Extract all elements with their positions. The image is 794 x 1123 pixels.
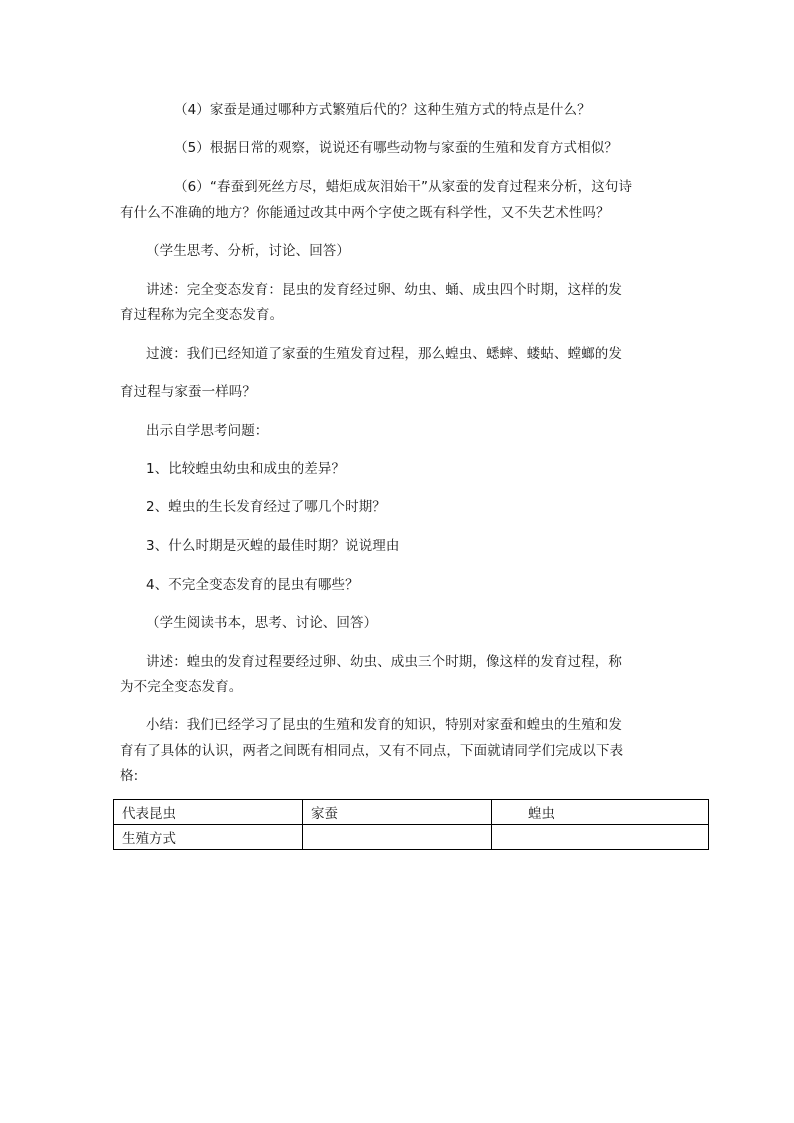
summary-line-3: 格: xyxy=(120,768,139,784)
student-activity-1: （学生思考、分析，讨论、回答） xyxy=(146,243,350,259)
question-5: （5）根据日常的观察，说说还有哪些动物与家蚕的生殖和发育方式相似？ xyxy=(174,140,618,156)
summary-line-2: 育有了具体的认识，两者之间既有相同点，又有不同点，下面就请同学们完成以下表 xyxy=(120,743,624,759)
explain-2-line-2: 为不完全变态发育。 xyxy=(120,679,243,695)
summary-line-1: 小结：我们已经学习了昆虫的生殖和发育的知识，特别对家蚕和蝗虫的生殖和发 xyxy=(146,717,622,733)
table-header-cell: 家蚕 xyxy=(303,800,492,825)
table-cell: 生殖方式 xyxy=(114,825,303,850)
transition-line-2: 育过程与家蚕一样吗？ xyxy=(120,384,256,400)
table-header-cell: 蝗虫 xyxy=(492,800,709,825)
self-study-question-3: 3、什么时期是灭蝗的最佳时期？说说理由 xyxy=(146,538,400,554)
table-cell xyxy=(303,825,492,850)
student-activity-2: （学生阅读书本，思考、讨论、回答） xyxy=(146,615,378,631)
question-6-line-1: （6）“春蚕到死丝方尽，蜡炬成灰泪始干”从家蚕的发育过程来分析，这句诗 xyxy=(174,179,633,195)
table-cell xyxy=(492,825,709,850)
explain-1-line-1: 讲述：完全变态发育：昆虫的发育经过卵、幼虫、蛹、成虫四个时期，这样的发 xyxy=(146,282,622,298)
self-study-title: 出示自学思考问题： xyxy=(146,423,269,439)
table-header-row xyxy=(114,800,709,825)
explain-1-line-2: 育过程称为完全变态发育。 xyxy=(120,307,284,323)
table-row xyxy=(114,825,709,850)
self-study-question-2: 2、蝗虫的生长发育经过了哪几个时期？ xyxy=(146,499,386,515)
comparison-table xyxy=(113,799,709,850)
self-study-question-1: 1、比较蝗虫幼虫和成虫的差异？ xyxy=(146,461,346,477)
explain-2-line-1: 讲述：蝗虫的发育过程要经过卵、幼虫、成虫三个时期，像这样的发育过程，称 xyxy=(146,654,622,670)
self-study-question-4: 4、不完全变态发育的昆虫有哪些？ xyxy=(146,577,359,593)
question-6-line-2: 有什么不准确的地方？你能通过改其中两个字使之既有科学性，又不失艺术性吗？ xyxy=(120,205,610,221)
transition-line-1: 过渡：我们已经知道了家蚕的生殖发育过程，那么蝗虫、蟋蟀、蝼蛄、螳螂的发 xyxy=(146,346,622,362)
question-4: （4）家蚕是通过哪种方式繁殖后代的？这种生殖方式的特点是什么？ xyxy=(174,102,591,118)
table-header-cell: 代表昆虫 xyxy=(114,800,303,825)
